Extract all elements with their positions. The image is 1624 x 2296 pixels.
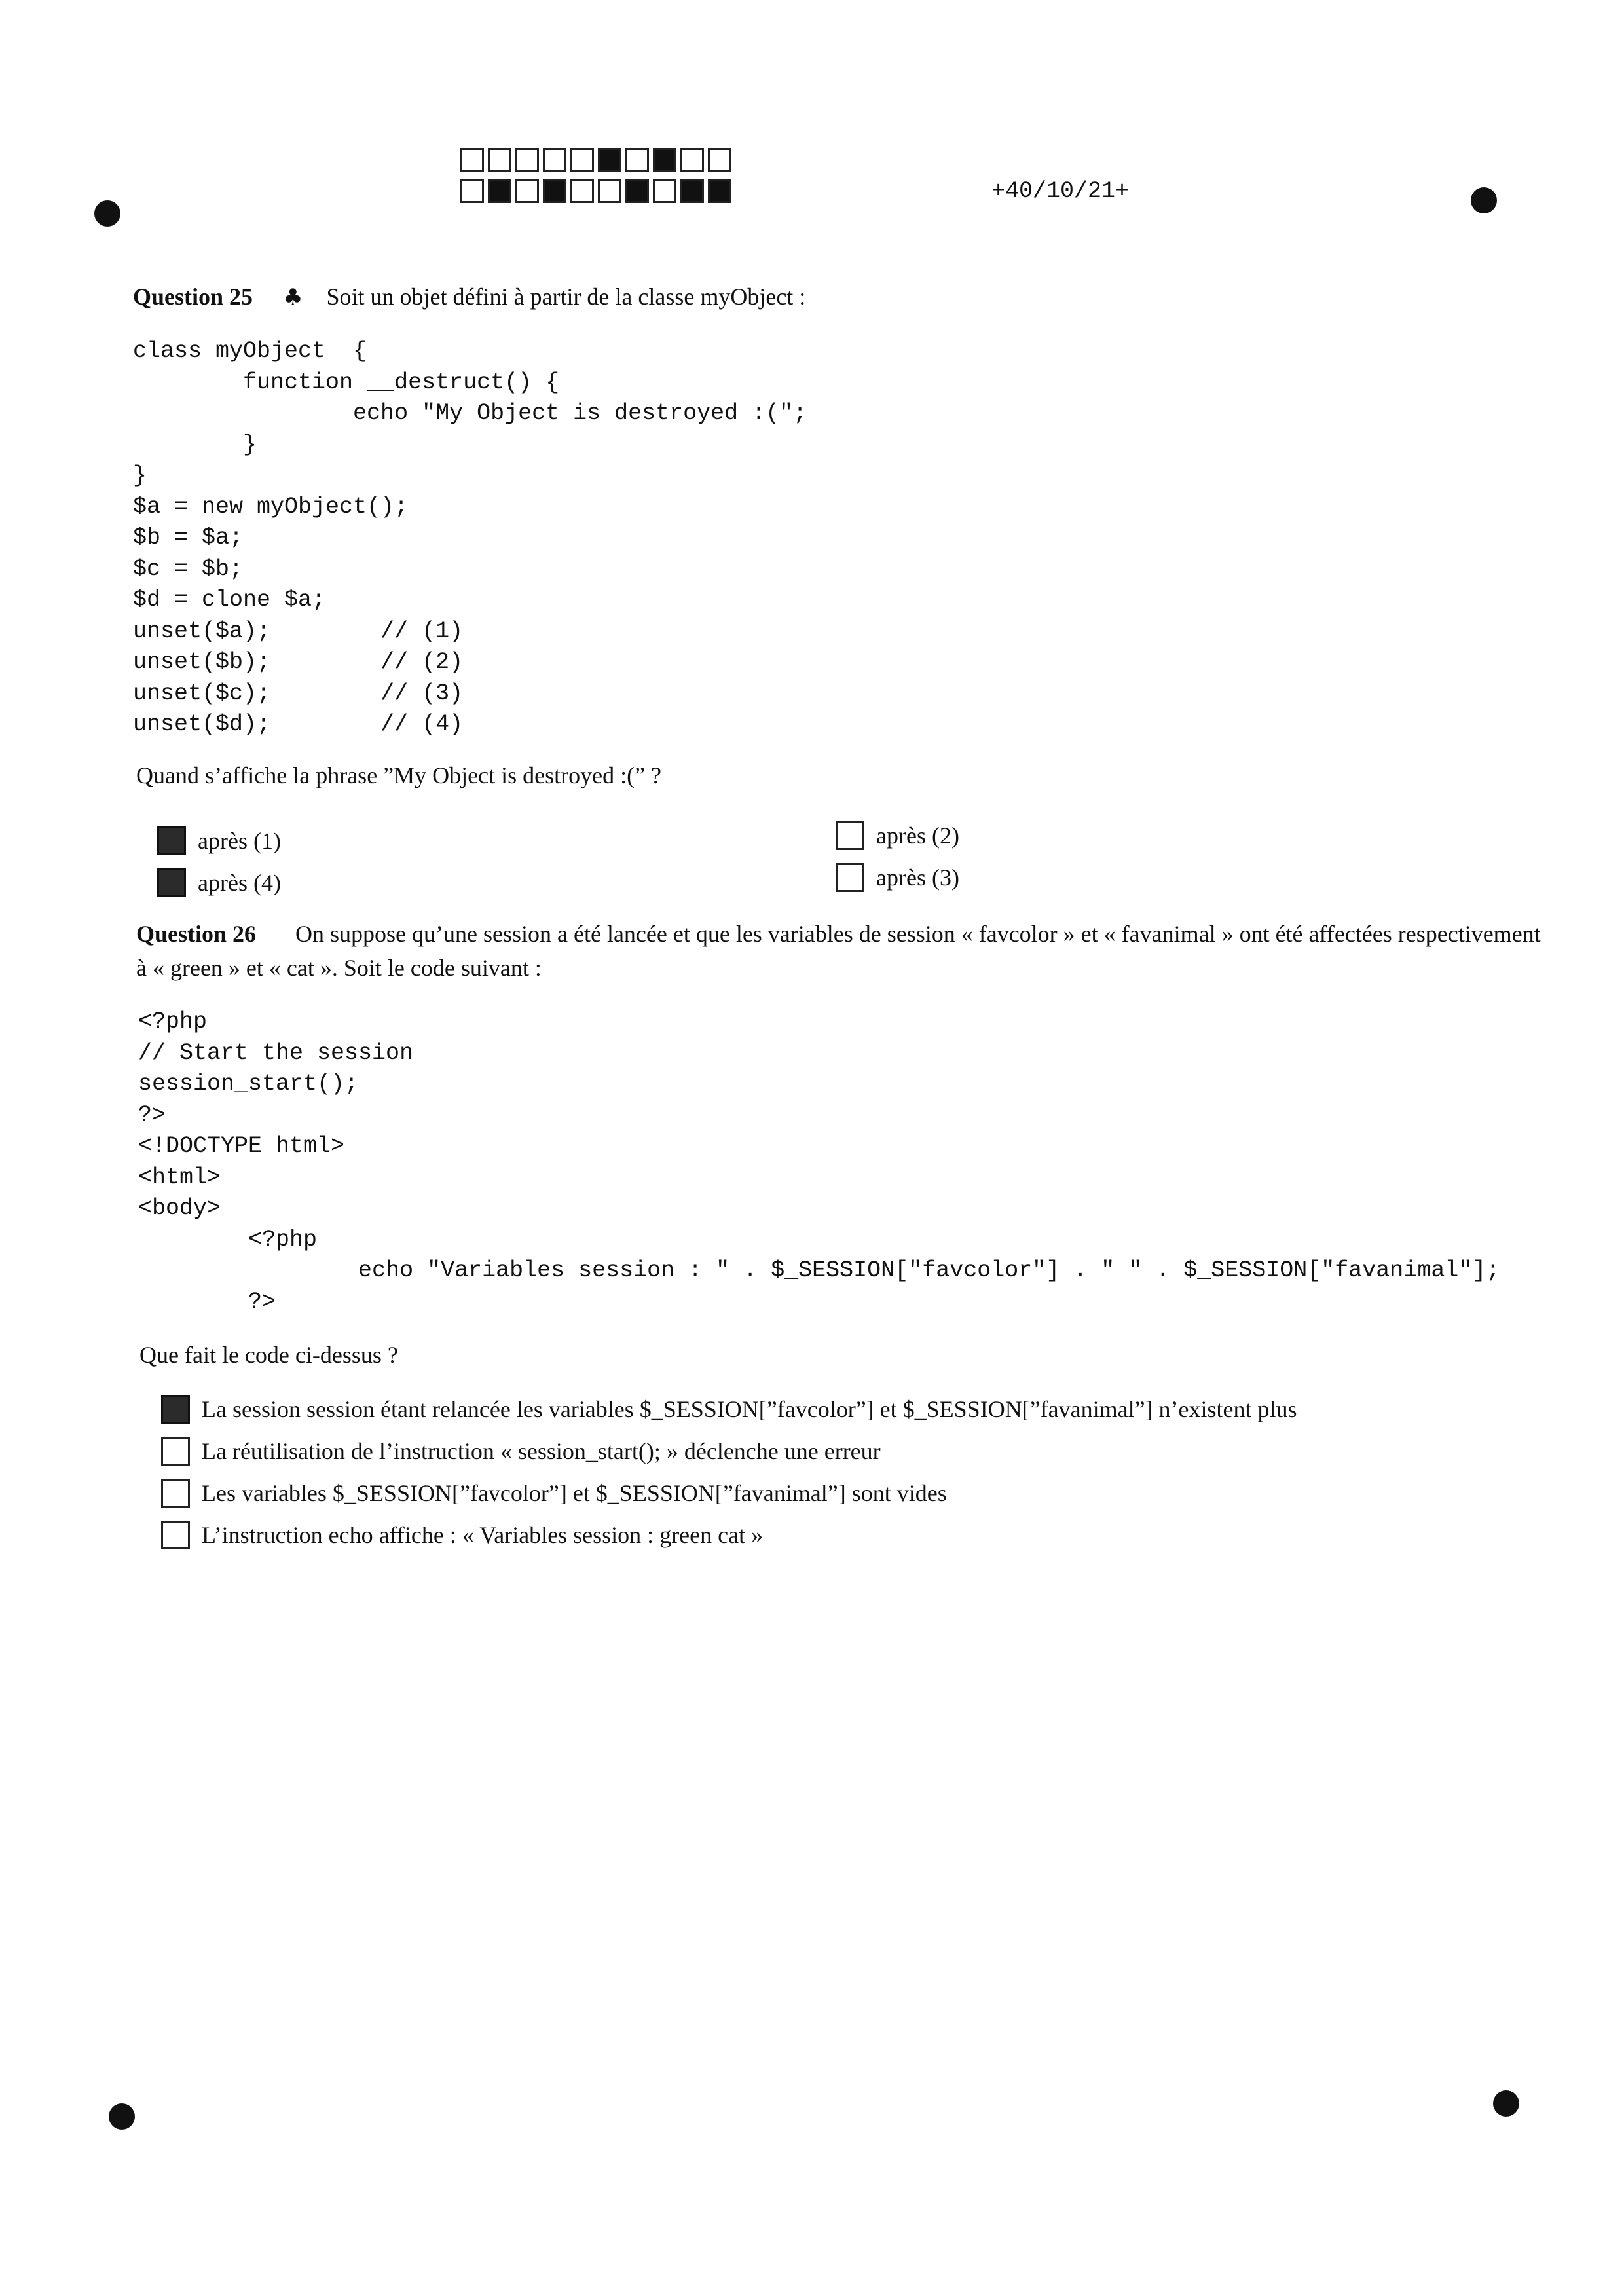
checkbox[interactable] xyxy=(161,1395,190,1424)
option-label: L’instruction echo affiche : « Variables session : green cat » xyxy=(202,1522,764,1548)
barcode-row-1 xyxy=(460,148,735,172)
q26-code-block: <?php // Start the session session_start(); ?> <!DOCTYPE html> <html> <body> <?php echo "Variables session : " . $_SESSION["favcolor"] . " " . $_SESSION["favanimal"]; ?> xyxy=(138,1009,1500,1315)
option-label: après (3) xyxy=(876,864,959,891)
page-identifier: +40/10/21+ xyxy=(991,178,1130,204)
option-label: après (1) xyxy=(198,828,281,854)
checkbox[interactable] xyxy=(836,821,864,850)
registration-mark-top-left xyxy=(94,200,120,227)
registration-mark-bottom-left xyxy=(109,2103,135,2130)
checkbox[interactable] xyxy=(161,1521,190,1549)
q25-option-1[interactable] xyxy=(157,826,281,855)
question-intro: Soit un objet défini à partir de la classe myObject : xyxy=(326,284,806,310)
registration-mark-bottom-right xyxy=(1493,2090,1519,2117)
q25-code-block: class myObject { function __destruct() { echo "My Object is destroyed :("; } } $a = new myObject(); $b = $a; $c = $b; $d = clone $a; unset($a); // (1) unset($b); // (2) unset($c); // (3) unset($d); // (4) xyxy=(133,338,807,737)
q26-prompt: Que fait le code ci-dessus ? xyxy=(139,1342,398,1368)
club-icon: ♣ xyxy=(283,284,303,310)
question-number: Question 26 xyxy=(136,921,257,947)
question-number: Question 25 xyxy=(133,284,253,310)
q26-option-d[interactable] xyxy=(161,1521,763,1549)
option-label: après (4) xyxy=(198,870,281,896)
barcode-row-2 xyxy=(460,179,735,203)
q25-prompt: Quand s’affiche la phrase ”My Object is destroyed :(” ? xyxy=(136,762,662,788)
question-intro: On suppose qu’une session a été lancée et que les variables de session « favcolor » et « favanimal » ont été affectées respectivement à « green » et « cat ». Soit le code suivant : xyxy=(136,921,1541,981)
q26-option-c[interactable] xyxy=(161,1479,947,1508)
option-label: Les variables $_SESSION[”favcolor”] et $_SESSION[”favanimal”] sont vides xyxy=(202,1480,947,1506)
option-label: après (2) xyxy=(876,823,959,849)
checkbox[interactable] xyxy=(157,868,186,897)
checkbox[interactable] xyxy=(161,1479,190,1508)
option-label: La réutilisation de l’instruction « session_start(); » déclenche une erreur xyxy=(202,1438,881,1464)
option-label: La session session étant relancée les variables $_SESSION[”favcolor”] et $_SESSION[”favanimal”] n’existent plus xyxy=(202,1396,1297,1422)
checkbox[interactable] xyxy=(836,863,864,892)
q25-option-3[interactable] xyxy=(836,863,959,892)
q26-option-b[interactable] xyxy=(161,1437,881,1466)
q25-option-2[interactable] xyxy=(836,821,959,850)
q26-option-a[interactable] xyxy=(161,1395,1297,1424)
question-25-header xyxy=(133,283,805,310)
question-26-header xyxy=(136,917,1544,985)
q25-option-4[interactable] xyxy=(157,868,281,897)
checkbox[interactable] xyxy=(157,826,186,855)
registration-mark-top-right xyxy=(1471,187,1497,213)
checkbox[interactable] xyxy=(161,1437,190,1466)
